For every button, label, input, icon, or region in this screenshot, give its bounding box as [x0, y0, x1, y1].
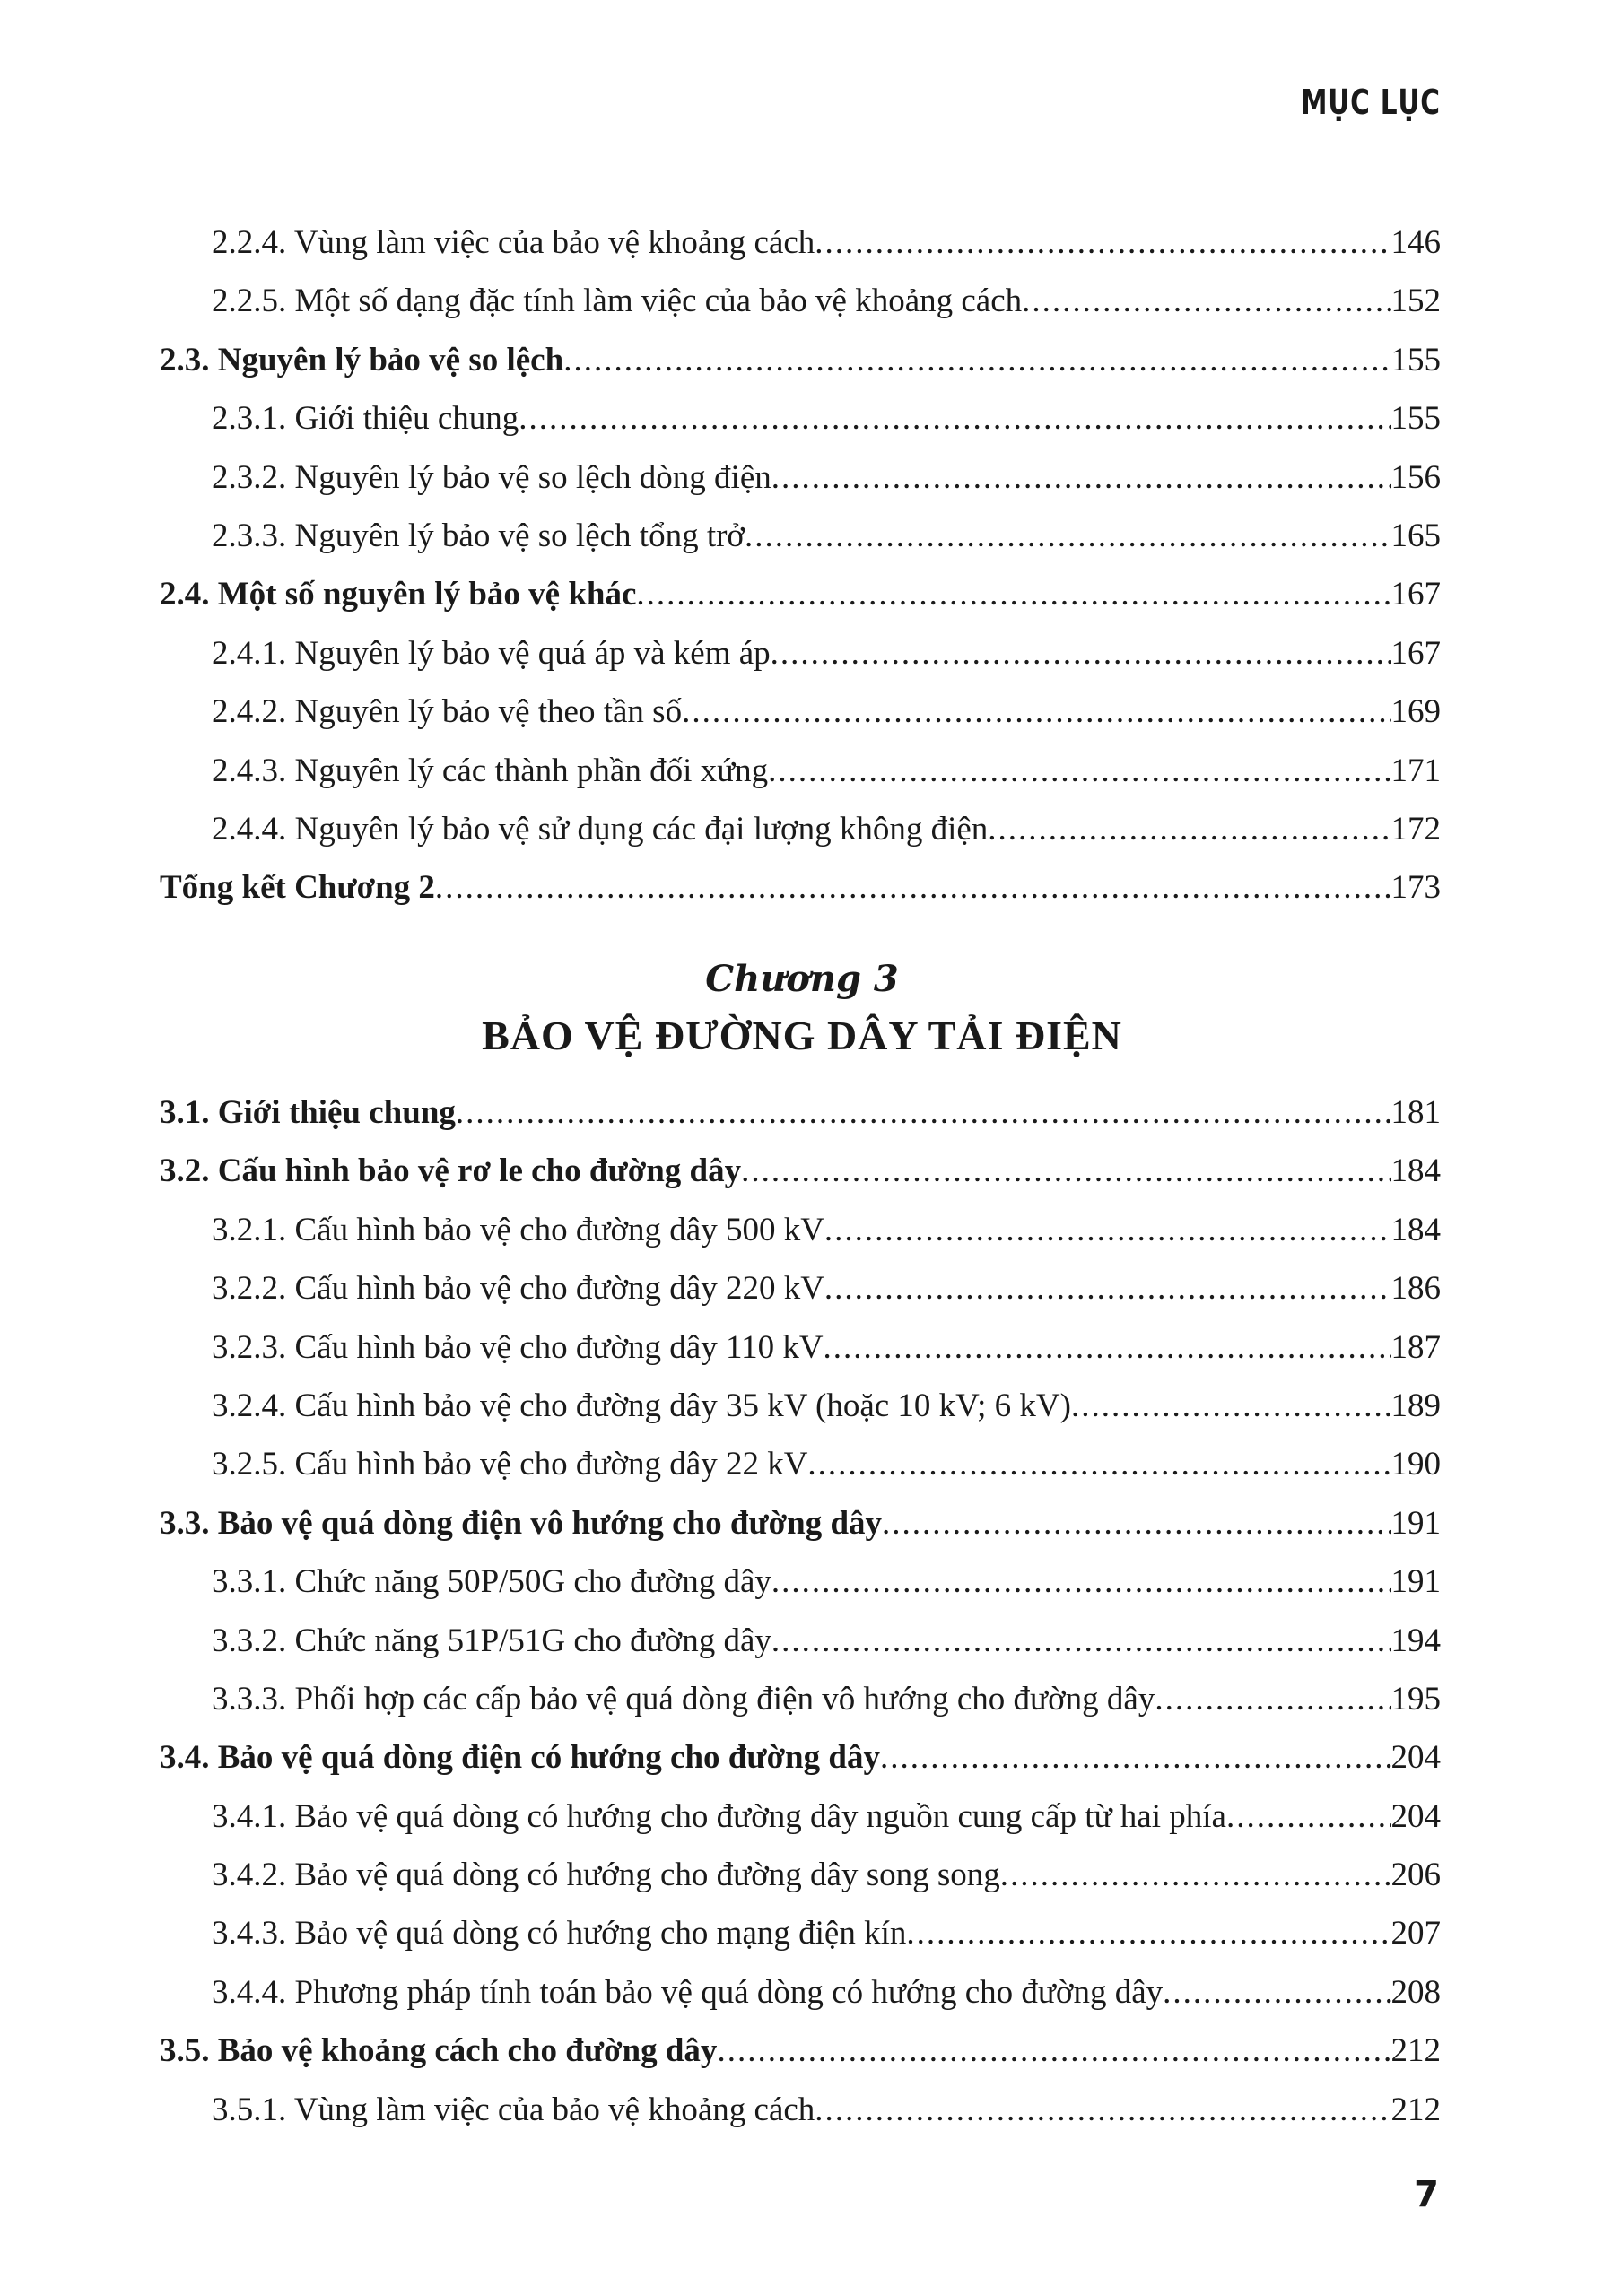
toc-entry-title: 3.2.2. Cấu hình bảo vệ cho đường dây 220 kV — [212, 1270, 824, 1308]
toc-entry-title: Tổng kết Chương 2 — [160, 869, 435, 907]
toc-entry-page: 184 — [1390, 1152, 1441, 1190]
toc-entry-title: 2.3.1. Giới thiệu chung — [212, 400, 519, 438]
toc-entry-title: 2.2.5. Một số dạng đặc tính làm việc của bảo vệ khoảng cách — [212, 283, 1023, 320]
toc-leader-dots — [771, 1552, 1391, 1611]
toc-entry-title: 3.2.3. Cấu hình bảo vệ cho đường dây 110 kV — [212, 1328, 824, 1366]
toc-subsection-entry — [160, 1552, 1441, 1611]
toc-section-entry — [160, 331, 1441, 389]
toc-section-entry — [160, 1142, 1441, 1200]
toc-entry-title: 2.2.4. Vùng làm việc của bảo vệ khoảng cách — [212, 224, 815, 261]
toc-leader-dots — [636, 565, 1390, 623]
toc-leader-dots — [1155, 1670, 1390, 1728]
toc-leader-dots — [1000, 1846, 1391, 1904]
toc-entry-page: 195 — [1390, 1680, 1441, 1718]
toc-leader-dots — [768, 742, 1390, 800]
toc-leader-dots — [824, 1318, 1391, 1377]
toc-entry-title: 2.3.3. Nguyên lý bảo vệ so lệch tổng trở — [212, 517, 745, 554]
toc-section-entry — [160, 858, 1441, 917]
toc-leader-dots — [745, 507, 1391, 565]
toc-leader-dots — [882, 1494, 1390, 1552]
toc-entry-page: 146 — [1390, 224, 1441, 261]
toc-leader-dots — [771, 624, 1391, 683]
toc-subsection-entry — [160, 448, 1441, 507]
toc-entry-title: 3.4.4. Phương pháp tính toán bảo vệ quá dòng có hướng cho đường dây — [212, 1973, 1164, 2011]
toc-leader-dots — [807, 1435, 1390, 1493]
toc-subsection-entry — [160, 507, 1441, 565]
toc-entry-title: 3.2.5. Cấu hình bảo vệ cho đường dây 22 kV — [212, 1446, 808, 1483]
toc-entry-title: 2.4.3. Nguyên lý các thành phần đối xứng — [212, 752, 769, 789]
toc-entry-title: 3.3.3. Phối hợp các cấp bảo vệ quá dòng điện vô hướng cho đường dây — [212, 1680, 1155, 1718]
toc-leader-dots — [1226, 1787, 1391, 1846]
toc-subsection-entry — [160, 389, 1441, 448]
toc-entry-title: 3.3.1. Chức năng 50P/50G cho đường dây — [212, 1563, 771, 1601]
toc-section-entry — [160, 1494, 1441, 1552]
toc-entry-page: 189 — [1390, 1387, 1441, 1424]
toc-section-entry — [160, 1728, 1441, 1787]
toc-section-entry — [160, 2022, 1441, 2080]
toc-entry-title: 3.1. Giới thiệu chung — [160, 1094, 456, 1131]
toc-section-chapter-2 — [160, 213, 1441, 918]
toc-subsection-entry — [160, 1787, 1441, 1846]
toc-subsection-entry — [160, 1377, 1441, 1435]
toc-subsection-entry — [160, 1259, 1441, 1318]
toc-entry-page: 187 — [1390, 1328, 1441, 1366]
toc-entry-title: 2.3.2. Nguyên lý bảo vệ so lệch dòng điện — [212, 458, 771, 496]
running-header: MỤC LỤC — [1301, 83, 1441, 122]
toc-entry-page: 191 — [1390, 1563, 1441, 1601]
toc-entry-title: 3.3.2. Chức năng 51P/51G cho đường dây — [212, 1622, 771, 1659]
toc-subsection-entry — [160, 1201, 1441, 1259]
toc-entry-page: 190 — [1390, 1446, 1441, 1483]
toc-subsection-entry — [160, 800, 1441, 858]
toc-leader-dots — [1022, 272, 1390, 330]
toc-leader-dots — [771, 1612, 1391, 1670]
toc-subsection-entry — [160, 1318, 1441, 1377]
toc-leader-dots — [771, 448, 1391, 507]
toc-entry-title: 2.4.2. Nguyên lý bảo vệ theo tần số — [212, 693, 683, 731]
toc-entry-title: 3.4.3. Bảo vệ quá dòng có hướng cho mạng điện kín — [212, 1915, 907, 1952]
toc-entry-page: 212 — [1390, 2032, 1441, 2070]
chapter-label: Chương 3 — [705, 958, 899, 1000]
toc-leader-dots — [519, 389, 1390, 448]
toc-entry-page: 204 — [1390, 1739, 1441, 1777]
toc-entry-page: 186 — [1390, 1270, 1441, 1308]
toc-subsection-entry — [160, 272, 1441, 330]
toc-leader-dots — [880, 1728, 1391, 1787]
toc-leader-dots — [1071, 1377, 1391, 1435]
toc-entry-page: 155 — [1390, 400, 1441, 438]
toc-leader-dots — [988, 800, 1390, 858]
toc-leader-dots — [563, 331, 1390, 389]
toc-subsection-entry — [160, 1904, 1441, 1962]
toc-entry-page: 181 — [1390, 1094, 1441, 1131]
toc-subsection-entry — [160, 1846, 1441, 1904]
toc-entry-page: 165 — [1390, 517, 1441, 554]
toc-entry-title: 3.2.1. Cấu hình bảo vệ cho đường dây 500 kV — [212, 1211, 824, 1248]
toc-entry-title: 3.2.4. Cấu hình bảo vệ cho đường dây 35 kV (hoặc 10 kV; 6 kV) — [212, 1387, 1071, 1424]
toc-entry-title: 2.4.4. Nguyên lý bảo vệ sử dụng các đại lượng không điện — [212, 810, 989, 848]
toc-subsection-entry — [160, 1612, 1441, 1670]
toc-entry-page: 206 — [1390, 1857, 1441, 1894]
toc-leader-dots — [906, 1904, 1390, 1962]
toc-subsection-entry — [160, 1670, 1441, 1728]
toc-subsection-entry — [160, 683, 1441, 741]
toc-entry-page: 156 — [1390, 458, 1441, 496]
toc-entry-title: 3.2. Cấu hình bảo vệ rơ le cho đường dây — [160, 1152, 742, 1190]
toc-subsection-entry — [160, 1435, 1441, 1493]
toc-leader-dots — [815, 213, 1390, 272]
toc-entry-page: 155 — [1390, 341, 1441, 378]
toc-leader-dots — [815, 2081, 1390, 2139]
toc-leader-dots — [1163, 1963, 1390, 2022]
toc-entry-title: 3.5. Bảo vệ khoảng cách cho đường dây — [160, 2032, 718, 2070]
toc-entry-page: 172 — [1390, 810, 1441, 848]
toc-subsection-entry — [160, 624, 1441, 683]
toc-section-entry — [160, 1083, 1441, 1142]
toc-entry-page: 184 — [1390, 1211, 1441, 1248]
toc-leader-dots — [741, 1142, 1390, 1200]
toc-leader-dots — [824, 1259, 1391, 1318]
toc-leader-dots — [435, 858, 1391, 917]
toc-entry-page: 194 — [1390, 1622, 1441, 1659]
toc-subsection-entry — [160, 742, 1441, 800]
toc-leader-dots — [824, 1201, 1391, 1259]
toc-entry-page: 171 — [1390, 752, 1441, 789]
toc-entry-page: 173 — [1390, 869, 1441, 907]
toc-leader-dots — [456, 1083, 1391, 1142]
toc-entry-title: 2.4. Một số nguyên lý bảo vệ khác — [160, 576, 637, 613]
toc-entry-title: 2.3. Nguyên lý bảo vệ so lệch — [160, 341, 564, 378]
toc-entry-page: 204 — [1390, 1797, 1441, 1835]
toc-entry-title: 3.4.1. Bảo vệ quá dòng có hướng cho đường dây nguồn cung cấp từ hai phía — [212, 1797, 1226, 1835]
toc-section-entry — [160, 565, 1441, 623]
toc-entry-page: 207 — [1390, 1915, 1441, 1952]
toc-entry-title: 3.5.1. Vùng làm việc của bảo vệ khoảng cách — [212, 2091, 815, 2128]
toc-entry-title: 3.3. Bảo vệ quá dòng điện vô hướng cho đường dây — [160, 1504, 883, 1542]
toc-entry-page: 212 — [1390, 2091, 1441, 2128]
toc-entry-page: 167 — [1390, 634, 1441, 672]
toc-entry-page: 167 — [1390, 576, 1441, 613]
toc-leader-dots — [717, 2022, 1390, 2080]
toc-entry-title: 3.4.2. Bảo vệ quá dòng có hướng cho đường dây song song — [212, 1857, 1000, 1894]
toc-entry-title: 3.4. Bảo vệ quá dòng điện có hướng cho đường dây — [160, 1739, 880, 1777]
toc-subsection-entry — [160, 2081, 1441, 2139]
toc-entry-title: 2.4.1. Nguyên lý bảo vệ quá áp và kém áp — [212, 634, 771, 672]
toc-entry-page: 169 — [1390, 693, 1441, 731]
chapter-title: BẢO VỆ ĐƯỜNG DÂY TẢI ĐIỆN — [482, 1013, 1122, 1058]
toc-leader-dots — [682, 683, 1390, 741]
toc-subsection-entry — [160, 1963, 1441, 2022]
toc-section-chapter-3 — [160, 1083, 1441, 2139]
toc-entry-page: 152 — [1390, 283, 1441, 320]
toc-subsection-entry — [160, 213, 1441, 272]
toc-entry-page: 208 — [1390, 1973, 1441, 2011]
page-number: 7 — [1414, 2174, 1439, 2215]
toc-entry-page: 191 — [1390, 1504, 1441, 1542]
